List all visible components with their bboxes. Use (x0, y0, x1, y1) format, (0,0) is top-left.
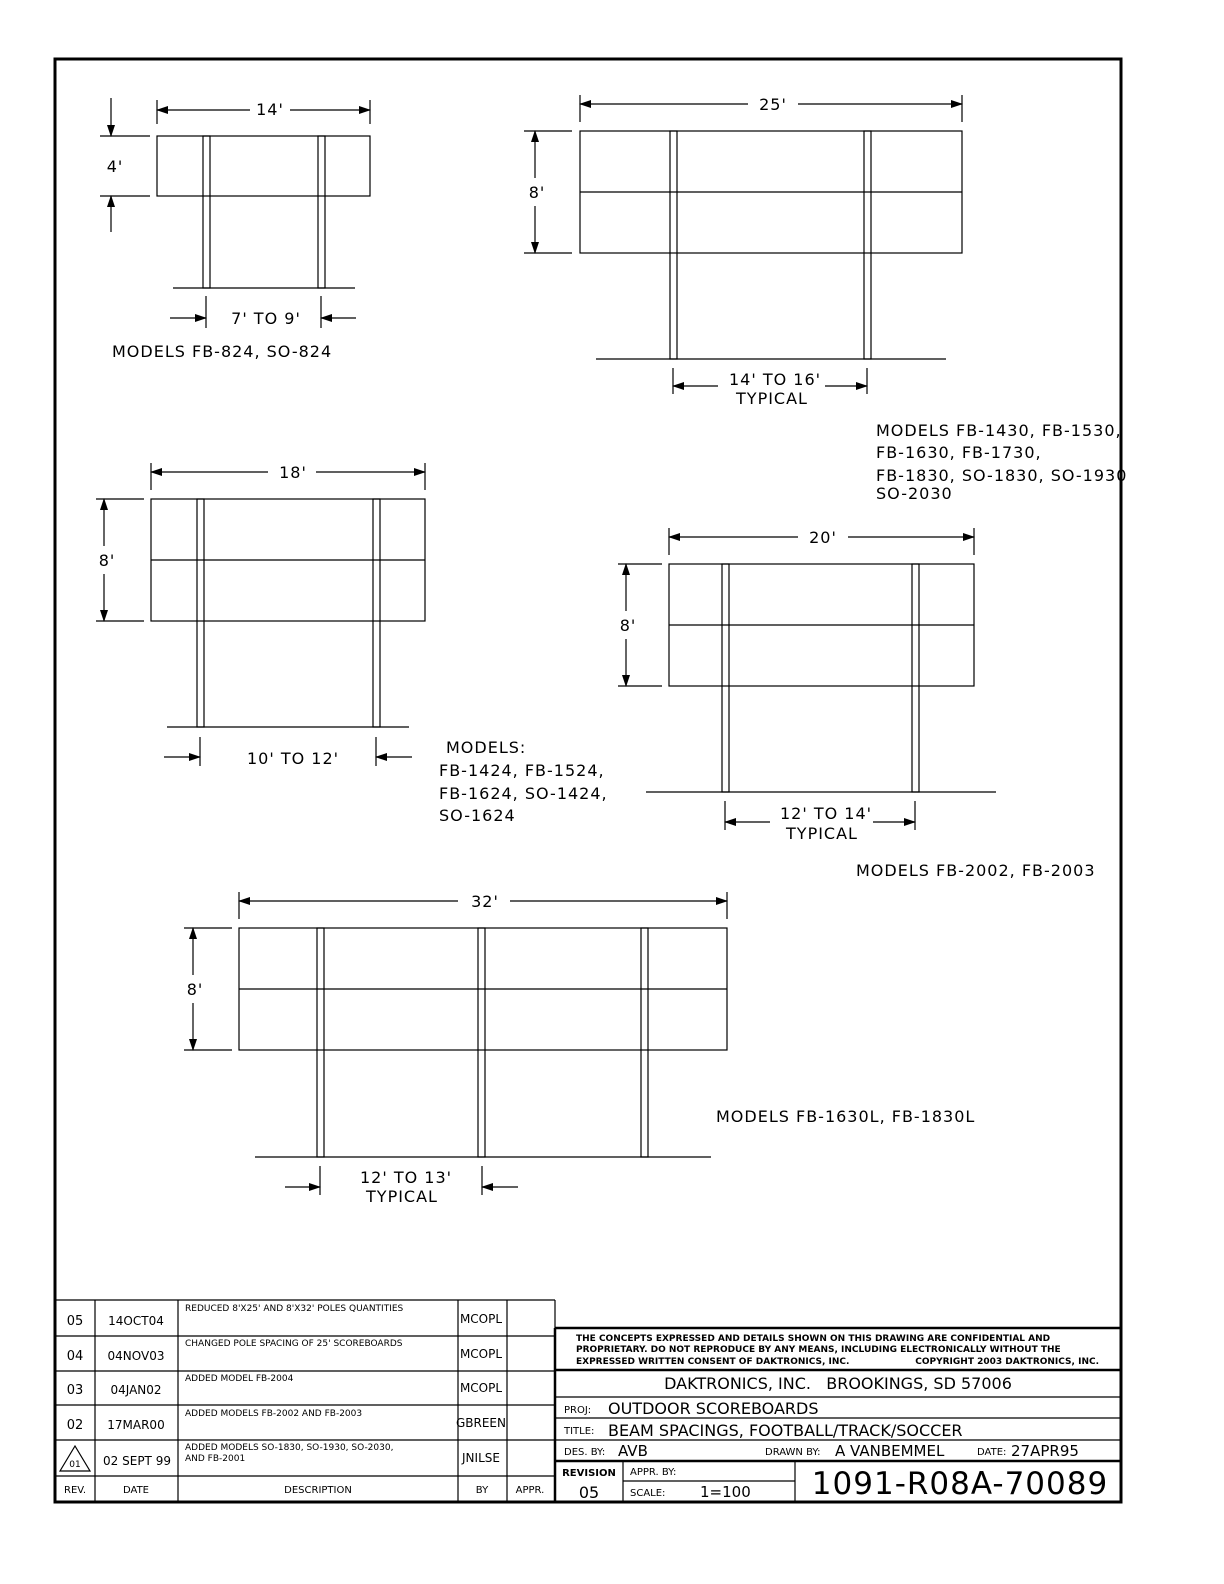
revision-block (55, 1300, 555, 1502)
spacing-dim: 12' TO 13' (359, 1168, 453, 1187)
title-block (555, 1328, 1121, 1502)
svg-text:GBREEN: GBREEN (455, 1416, 507, 1430)
revision-row (60, 1443, 500, 1471)
spacing-dim: 7' TO 9' (231, 309, 301, 328)
height-dim: 8' (528, 183, 546, 202)
height-dim: 8' (186, 980, 204, 999)
svg-text:MCOPL: MCOPL (459, 1312, 503, 1326)
revision-row (67, 1374, 503, 1398)
svg-text:JNILSE: JNILSE (462, 1451, 500, 1465)
svg-text:ADDED MODELS FB-2002 AND FB-20: ADDED MODELS FB-2002 AND FB-2003 (185, 1409, 363, 1419)
svg-text:14OCT04: 14OCT04 (108, 1314, 164, 1328)
models-label-line3: FB-1624, SO-1424, (439, 784, 608, 803)
svg-text:05: 05 (66, 1314, 84, 1329)
confidentiality-notice: EXPRESSED WRITTEN CONSENT OF DAKTRONICS, INC. (576, 1357, 850, 1367)
svg-text:AND FB-2001: AND FB-2001 (185, 1454, 246, 1464)
appr-label: APPR. BY: (630, 1467, 677, 1478)
height-dim: 8' (619, 616, 637, 635)
title-label: TITLE: (564, 1426, 595, 1437)
height-dim: 8' (98, 551, 116, 570)
models-label-line4: SO-1624 (439, 806, 516, 825)
svg-text:02 SEPT 99: 02 SEPT 99 (103, 1454, 171, 1468)
drawn-label: DRAWN BY: (765, 1447, 821, 1458)
spacing-sub: TYPICAL (366, 1187, 438, 1206)
models-label-line1: MODELS FB-1430, FB-1530, (876, 421, 1122, 440)
revision-header (64, 1485, 544, 1496)
spacing-dim: 12' TO 14' (779, 804, 873, 823)
drawing-number: 1091-R08A-70089 (811, 1466, 1109, 1502)
svg-text:04JAN02: 04JAN02 (110, 1383, 162, 1397)
width-dim: 32' (471, 892, 499, 911)
models-label: MODELS FB-1630L, FB-1830L (716, 1107, 976, 1126)
diagram-fb-1430 (524, 95, 1127, 503)
models-label-line2: FB-1630, FB-1730, (876, 443, 1042, 462)
svg-text:DESCRIPTION: DESCRIPTION (284, 1485, 352, 1496)
revision-label: REVISION (562, 1468, 616, 1479)
proj-label: PROJ: (564, 1405, 592, 1416)
spacing-sub: TYPICAL (786, 824, 858, 843)
svg-text:REDUCED 8'X25' AND 8'X32' POLE: REDUCED 8'X25' AND 8'X32' POLES QUANTITIES (185, 1304, 404, 1314)
height-dim: 4' (106, 157, 124, 176)
svg-text:17MAR00: 17MAR00 (107, 1418, 165, 1432)
svg-text:DATE: DATE (122, 1485, 150, 1496)
svg-text:01: 01 (69, 1460, 81, 1470)
copyright: COPYRIGHT 2003 DAKTRONICS, INC. (915, 1357, 1099, 1367)
title-value: BEAM SPACINGS, FOOTBALL/TRACK/SOCCER (608, 1421, 963, 1440)
confidentiality-notice: THE CONCEPTS EXPRESSED AND DETAILS SHOWN ON THIS DRAWING ARE CONFIDENTIAL AND (576, 1334, 1051, 1344)
svg-text:03: 03 (66, 1383, 84, 1398)
svg-text:ADDED MODEL FB-2004: ADDED MODEL FB-2004 (185, 1374, 294, 1384)
models-label: MODELS FB-824, SO-824 (112, 342, 333, 361)
proj-value: OUTDOOR SCOREBOARDS (608, 1399, 819, 1418)
svg-text:BY: BY (475, 1485, 489, 1496)
diagram-fb-1630l (184, 892, 975, 1206)
spacing-dim: 10' TO 12' (246, 749, 340, 768)
company-name: DAKTRONICS, INC. BROOKINGS, SD 57006 (664, 1374, 1012, 1393)
des-value: AVB (618, 1442, 648, 1460)
models-label-line3: FB-1830, SO-1830, SO-1930 (876, 466, 1128, 485)
svg-text:02: 02 (66, 1418, 84, 1433)
svg-text:MCOPL: MCOPL (459, 1381, 503, 1395)
revision-row (67, 1339, 503, 1364)
width-dim: 20' (809, 528, 837, 547)
svg-text:ADDED MODELS SO-1830, SO-1930,: ADDED MODELS SO-1830, SO-1930, SO-2030, (185, 1443, 394, 1453)
spacing-sub: TYPICAL (736, 389, 808, 408)
date-label: DATE: (977, 1447, 1007, 1458)
svg-text:MCOPL: MCOPL (459, 1347, 503, 1361)
spacing-dim: 14' TO 16' (728, 370, 822, 389)
models-label-line2: FB-1424, FB-1524, (439, 761, 605, 780)
revision-row (67, 1409, 506, 1433)
svg-text:04NOV03: 04NOV03 (107, 1349, 165, 1363)
revision-value: 05 (578, 1483, 600, 1502)
revision-row (67, 1304, 503, 1329)
width-dim: 18' (279, 463, 307, 482)
svg-text:APPR.: APPR. (515, 1485, 545, 1496)
diagram-fb-824 (100, 98, 370, 361)
models-label-line1: MODELS: (446, 738, 527, 757)
date-value: 27APR95 (1011, 1442, 1079, 1460)
diagram-fb-2002 (618, 528, 1096, 880)
scale-value: 1=100 (700, 1483, 751, 1501)
drawn-value: A VANBEMMEL (835, 1442, 945, 1460)
confidentiality-notice: PROPRIETARY. DO NOT REPRODUCE BY ANY MEANS, INCLUDING ELECTRONICALLY WITHOUT THE (576, 1345, 1061, 1355)
models-label-line4: SO-2030 (876, 484, 953, 503)
svg-text:CHANGED POLE SPACING OF 25' SC: CHANGED POLE SPACING OF 25' SCOREBOARDS (185, 1339, 403, 1349)
diagram-fb-1424 (96, 463, 608, 825)
des-label: DES. BY: (564, 1447, 606, 1458)
models-label: MODELS FB-2002, FB-2003 (856, 861, 1096, 880)
sheet-border (55, 59, 1121, 1502)
width-dim: 25' (759, 95, 787, 114)
scale-label: SCALE: (630, 1488, 666, 1499)
svg-text:04: 04 (66, 1349, 84, 1364)
svg-text:REV.: REV. (64, 1485, 86, 1496)
width-dim: 14' (256, 100, 284, 119)
